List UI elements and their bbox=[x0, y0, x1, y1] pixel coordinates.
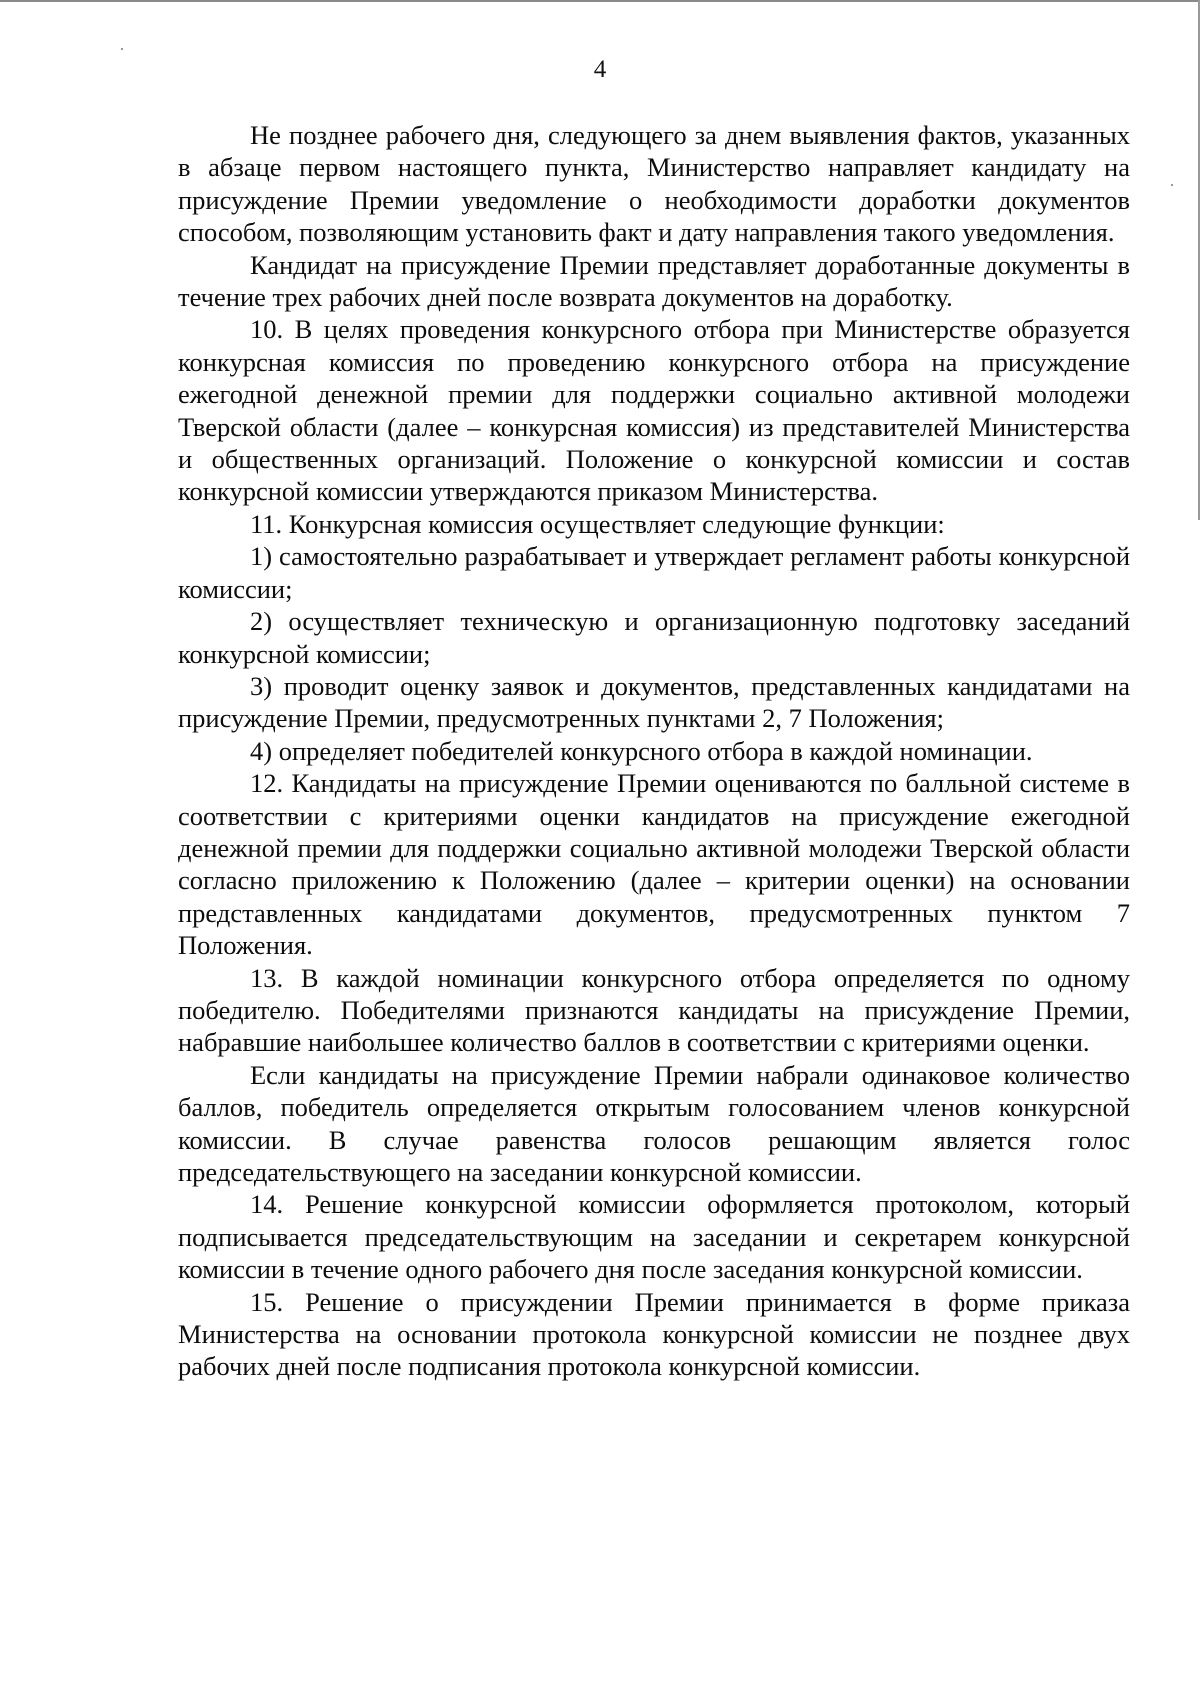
paragraph-item-14: 14. Решение конкурсной комиссии оформляется протоколом, который подписывается председательствующим на заседании и секретарем конкурсной комиссии в течение одного рабочего дня после заседания конкурсной комиссии. bbox=[178, 1189, 1130, 1285]
paragraph-notice-deadline: Не позднее рабочего дня, следующего за днем выявления фактов, указанных в абзаце первом настоящего пункта, Министерство направляет кандидату на присуждение Премии уведомление о необходимости доработки документов способом, позволяющим установить факт и дату направления такого уведомления. bbox=[178, 120, 1130, 248]
paragraph-revised-documents: Кандидат на присуждение Премии представляет доработанные документы в течение трех рабочих дней после возврата документов на доработку. bbox=[178, 249, 1130, 313]
paragraph-item-11: 11. Конкурсная комиссия осуществляет следующие функции: bbox=[250, 508, 945, 539]
paragraph-item-12: 12. Кандидаты на присуждение Премии оцениваются по балльной системе в соответствии с критериями оценки кандидатов на присуждение ежегодной денежной премии для поддержки социально активной молодежи Тверской области согласно приложению к Положению (далее – критерии оценки) на основании представленных кандидатами документов, предусмотренных пунктом 7 Положения. bbox=[178, 768, 1130, 961]
scan-top-edge bbox=[0, 0, 1200, 2]
paragraph-function-2: 2) осуществляет техническую и организационную подготовку заседаний конкурсной комиссии; bbox=[178, 606, 1130, 669]
paragraph-item-13: 13. В каждой номинации конкурсного отбора определяется по одному победителю. Победителями признаются кандидаты на присуждение Премии, набравшие наибольшее количество баллов в соответствии с критериями оценки. bbox=[178, 962, 1130, 1058]
paragraph-function-4: 4) определяет победителей конкурсного отбора в каждой номинации. bbox=[250, 735, 1033, 766]
paragraph-item-10: 10. В целях проведения конкурсного отбора при Министерстве образуется конкурсная комиссия по проведению конкурсного отбора на присуждение ежегодной денежной премии для поддержки социально активной молодежи Тверской области (далее – конкурсная комиссия) из представителей Министерства и общественных организаций. Положение о конкурсной комиссии и состав конкурсной комиссии утверждаются приказом Министерства. bbox=[178, 314, 1130, 507]
paragraph-function-3: 3) проводит оценку заявок и документов, представленных кандидатами на присуждение Премии, предусмотренных пунктами 2, 7 Положения; bbox=[178, 670, 1130, 734]
document-body bbox=[178, 119, 1130, 1383]
scan-speck bbox=[1171, 184, 1173, 186]
paragraph-item-15: 15. Решение о присуждении Премии принимается в форме приказа Министерства на основании протокола конкурсной комиссии не позднее двух рабочих дней после подписания протокола конкурсной комиссии. bbox=[178, 1286, 1130, 1382]
page-number: 4 bbox=[593, 56, 607, 83]
paragraph-function-1: 1) самостоятельно разрабатывает и утверждает регламент работы конкурсной комиссии; bbox=[178, 541, 1130, 604]
scan-speck bbox=[121, 48, 123, 50]
paragraph-tie-vote: Если кандидаты на присуждение Премии набрали одинаковое количество баллов, победитель определяется открытым голосованием членов конкурсной комиссии. В случае равенства голосов решающим является голос председательствующего на заседании конкурсной комиссии. bbox=[178, 1059, 1130, 1187]
